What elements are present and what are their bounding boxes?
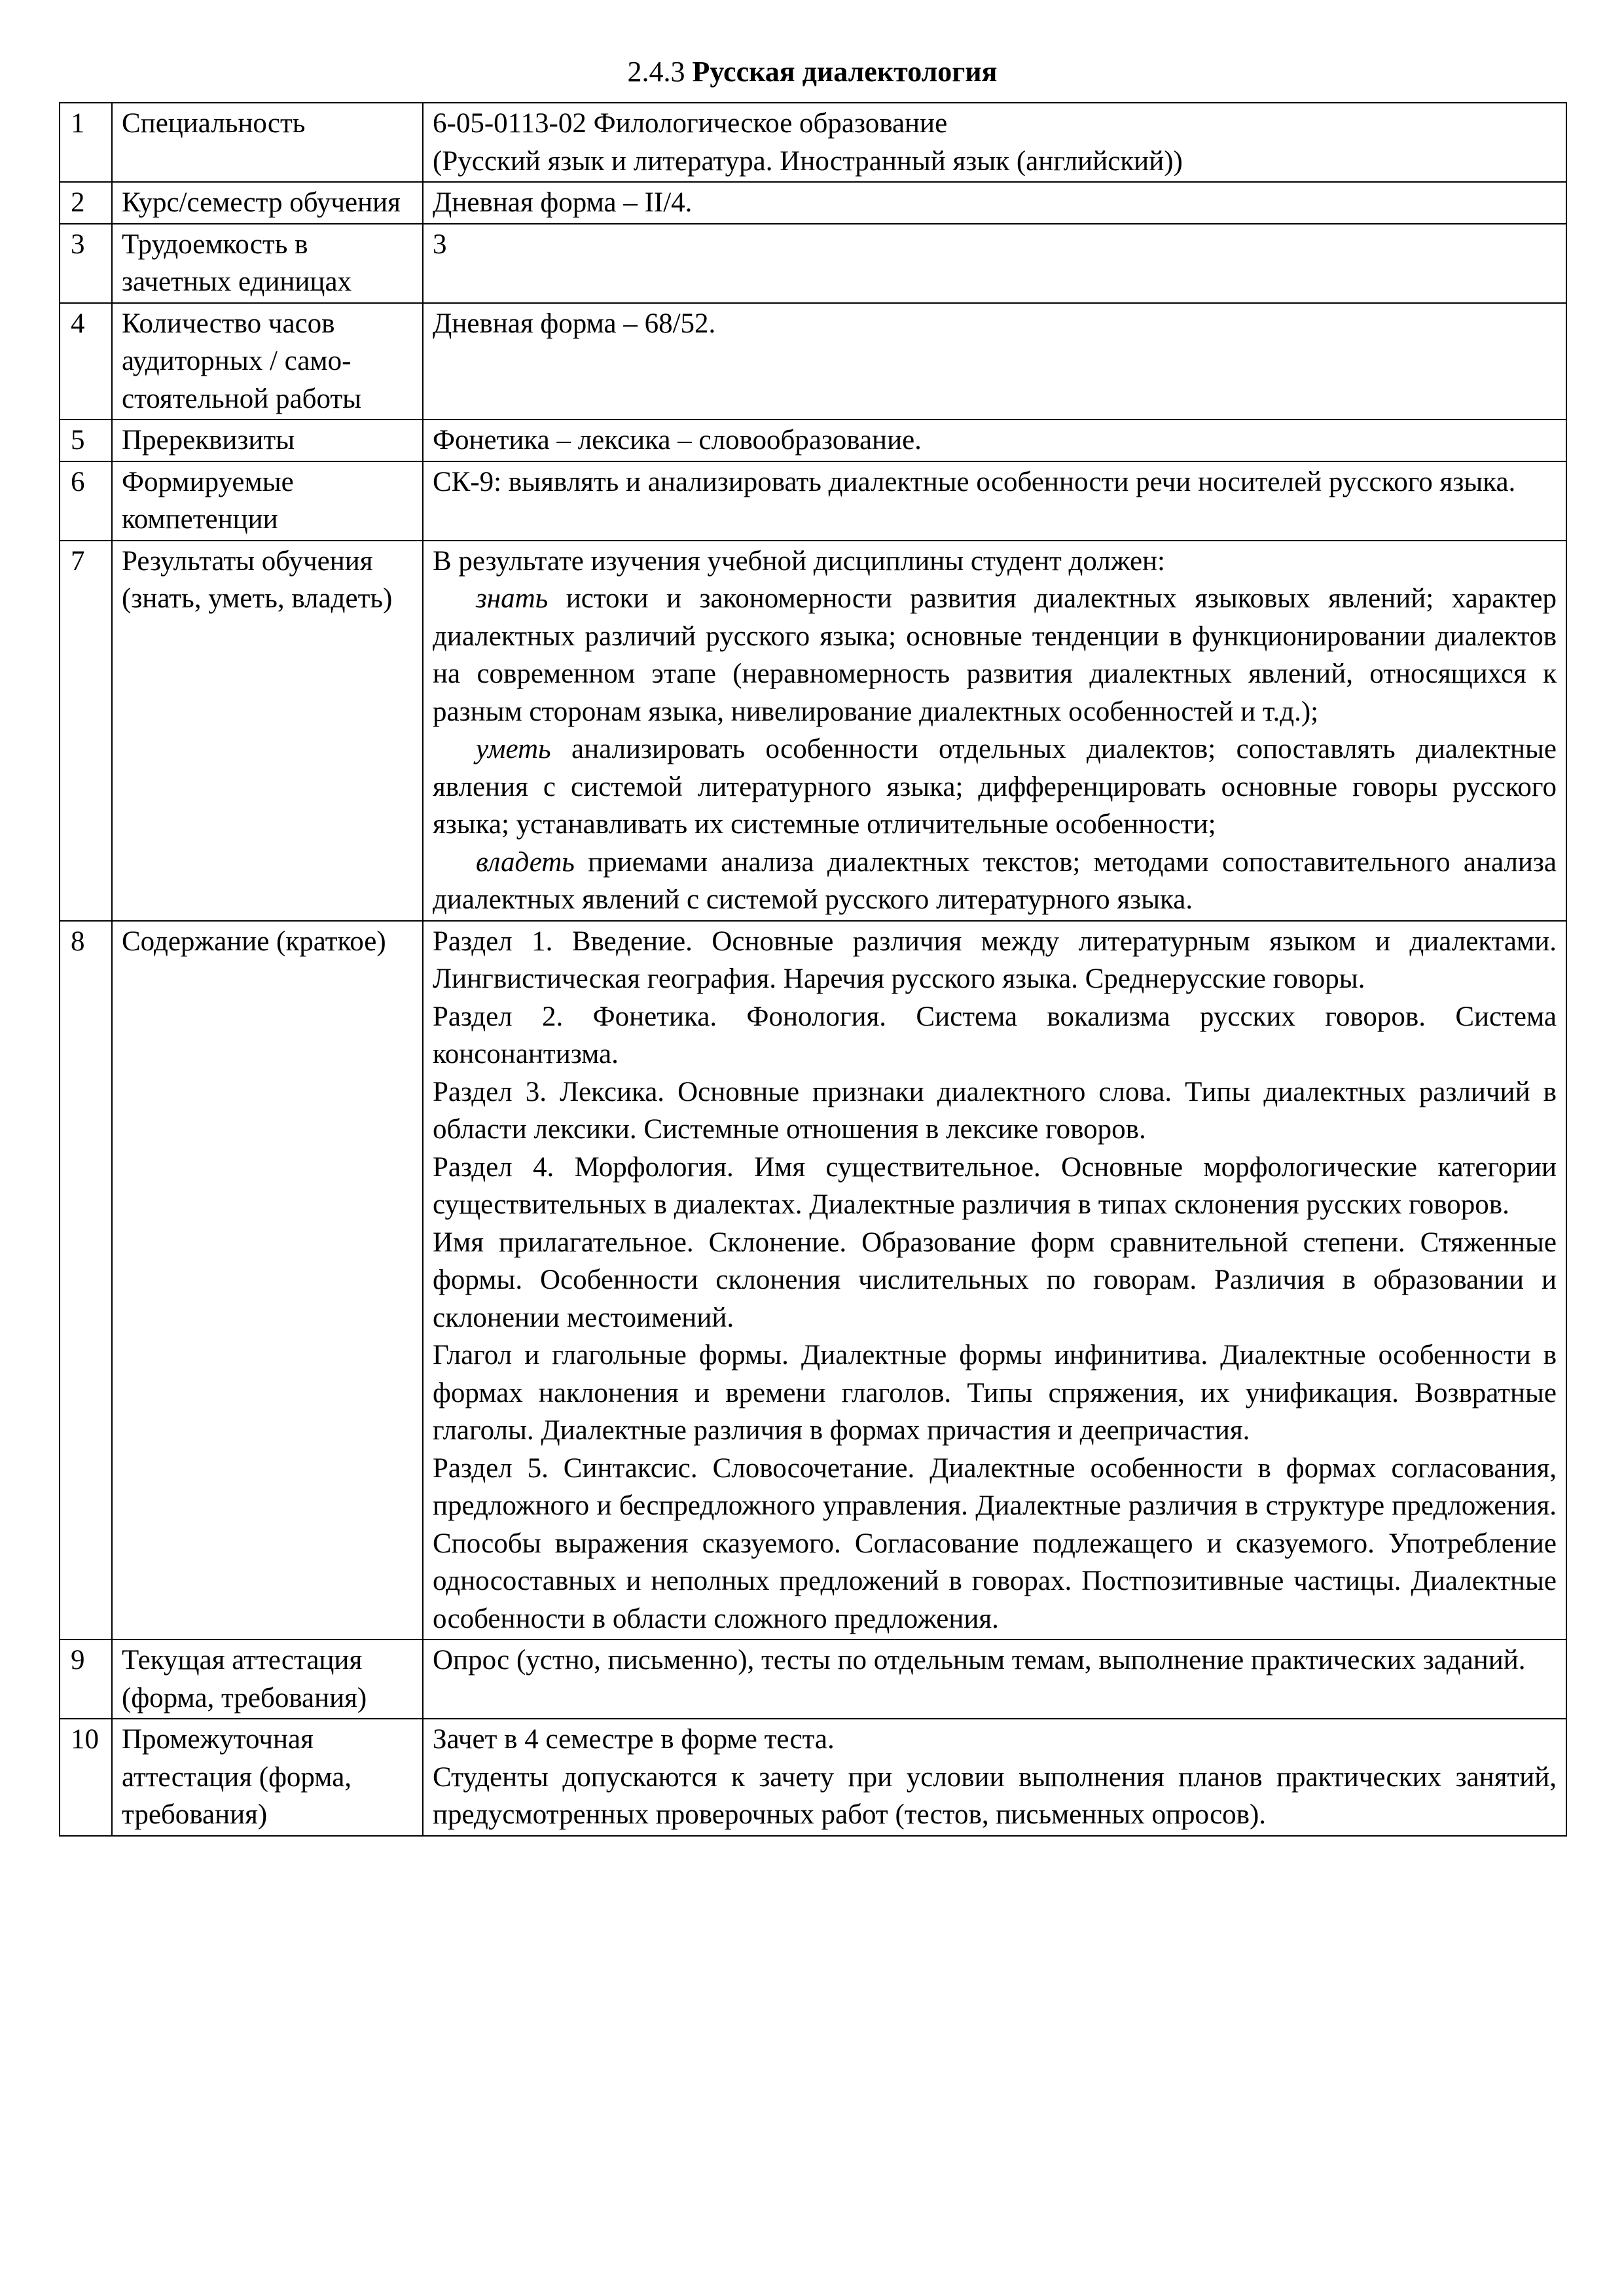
content-section: Раздел 1. Введение. Основные различия между литературным языком и диалектами. Лингвистическая география. Наречия русского языка. Среднерусские говоры. [433, 925, 1557, 994]
outcome-know [433, 580, 1557, 730]
row-value [423, 461, 1566, 541]
table-row-learning-outcomes [60, 541, 1566, 921]
value-line: СК-9: выявлять и анализировать диалектные особенности речи носителей русского языка. [433, 466, 1516, 497]
row-value [423, 103, 1566, 182]
content-section: Раздел 5. Синтаксис. Словосочетание. Диалектные особенности в формах согласования, предложного и беспредложного управления. Диалектные различия в структуре предложения. Способы выражения сказуемого. Согласование подлежащего и сказуемого. Употребление односоставных и неполных предложений в говорах. Постпозитивные частицы. Диалектные особенности в области сложного предложения. [433, 1452, 1557, 1634]
row-label: Содержание (краткое) [112, 921, 423, 1640]
value-line: Фонетика – лексика – словообразование. [433, 425, 922, 456]
row-label: Курс/семестр обучения [112, 182, 423, 224]
table-row-content [60, 921, 1566, 1640]
outcome-term: владеть [476, 846, 575, 878]
row-number: 7 [60, 541, 112, 921]
row-number: 1 [60, 103, 112, 182]
row-label: Формируемые компетенции [112, 461, 423, 541]
content-section: Глагол и глагольные формы. Диалектные формы инфинитива. Диалектные особенности в формах наклонения и времени глаголов. Типы спряжения, их унификация. Возвратные глаголы. Диалектные различия в формах причастия и деепричастия. [433, 1340, 1557, 1446]
row-number: 3 [60, 224, 112, 303]
content-section: Раздел 2. Фонетика. Фонология. Система вокализма русских говоров. Система консонантизма. [433, 1001, 1557, 1069]
row-value [423, 541, 1566, 921]
outcome-text: истоки и закономерности развития диалектных языковых явлений; характер диалектных различий русского языка; основные тенденции в функционировании диалектов на современном этапе (неравномерность развития диалектных явлений, относящихся к разным сторонам языка, нивелирование диалектных особенностей и т.д.); [433, 583, 1557, 727]
row-value [423, 182, 1566, 224]
row-number: 8 [60, 921, 112, 1640]
table-row-credits [60, 224, 1566, 303]
outcome-term: уметь [476, 734, 551, 764]
course-description-table [59, 102, 1567, 1837]
row-label: Специальность [112, 103, 423, 182]
row-label: Результаты обучения (знать, уметь, владеть) [112, 541, 423, 921]
content-section: Раздел 3. Лексика. Основные признаки диалектного слова. Типы диалектных различий в области лексики. Системные отношения в лексике говоров. [433, 1076, 1557, 1145]
outcome-text: анализировать особенности отдельных диалектов; сопоставлять диалектные явления с системой литературного языка; дифференцировать основные говоры русского языка; устанавливать их системные отличительные особенности; [433, 734, 1557, 840]
row-value [423, 224, 1566, 303]
outcome-master [433, 844, 1557, 919]
row-value [423, 420, 1566, 461]
value-line: Дневная форма – 68/52. [433, 308, 716, 339]
document-page [59, 52, 1566, 1837]
content-section: Раздел 4. Морфология. Имя существительное. Основные морфологические категории существительных в диалектах. Диалектные различия в типах склонения русских говоров. [433, 1151, 1557, 1220]
value-line: Опрос (устно, письменно), тесты по отдельным темам, выполнение практических заданий. [433, 1645, 1526, 1676]
section-number: 2.4.3 [627, 56, 685, 88]
outcome-term: знать [476, 583, 549, 614]
row-value [423, 1719, 1566, 1836]
table-row-course-semester [60, 182, 1566, 224]
row-value [423, 1640, 1566, 1719]
row-value [423, 921, 1566, 1640]
row-label: Промежуточная аттестация (форма, требования) [112, 1719, 423, 1836]
row-number: 10 [60, 1719, 112, 1836]
value-line: 3 [433, 228, 447, 260]
row-value [423, 303, 1566, 420]
table-row-prerequisites [60, 420, 1566, 461]
outcomes-intro: В результате изучения учебной дисциплины студент должен: [433, 545, 1166, 577]
row-label: Пререквизиты [112, 420, 423, 461]
document-title [59, 52, 1566, 102]
value-line: Студенты допускаются к зачету при условии выполнения планов практических занятий, предусмотренных проверочных работ (тестов, письменных опросов). [433, 1761, 1557, 1830]
table-row-specialty [60, 103, 1566, 182]
value-line: Зачет в 4 семестре в форме теста. [433, 1724, 835, 1755]
row-number: 2 [60, 182, 112, 224]
row-label: Трудоемкость в зачетных единицах [112, 224, 423, 303]
row-number: 4 [60, 303, 112, 420]
table-row-competencies [60, 461, 1566, 541]
course-name: Русская диалектология [692, 56, 998, 88]
outcome-text: приемами анализа диалектных текстов; методами сопоставительного анализа диалектных явлений с системой русского литературного языка. [433, 846, 1557, 915]
table-row-interim-assessment [60, 1719, 1566, 1836]
row-number: 9 [60, 1640, 112, 1719]
value-line: Дневная форма – II/4. [433, 187, 693, 218]
row-label: Текущая аттестация (форма, требования) [112, 1640, 423, 1719]
value-line: (Русский язык и литература. Иностранный язык (английский)) [433, 145, 1183, 177]
table-row-hours [60, 303, 1566, 420]
outcome-can [433, 730, 1557, 844]
content-section: Имя прилагательное. Склонение. Образование форм сравнительной степени. Стяженные формы. Особенности склонения числительных по говорам. Различия в образовании и склонении местоимений. [433, 1227, 1557, 1333]
row-number: 6 [60, 461, 112, 541]
row-label: Количество часов аудиторных / само-стоятельной работы [112, 303, 423, 420]
value-line: 6-05-0113-02 Филологическое образование [433, 108, 948, 139]
table-row-current-assessment [60, 1640, 1566, 1719]
row-number: 5 [60, 420, 112, 461]
